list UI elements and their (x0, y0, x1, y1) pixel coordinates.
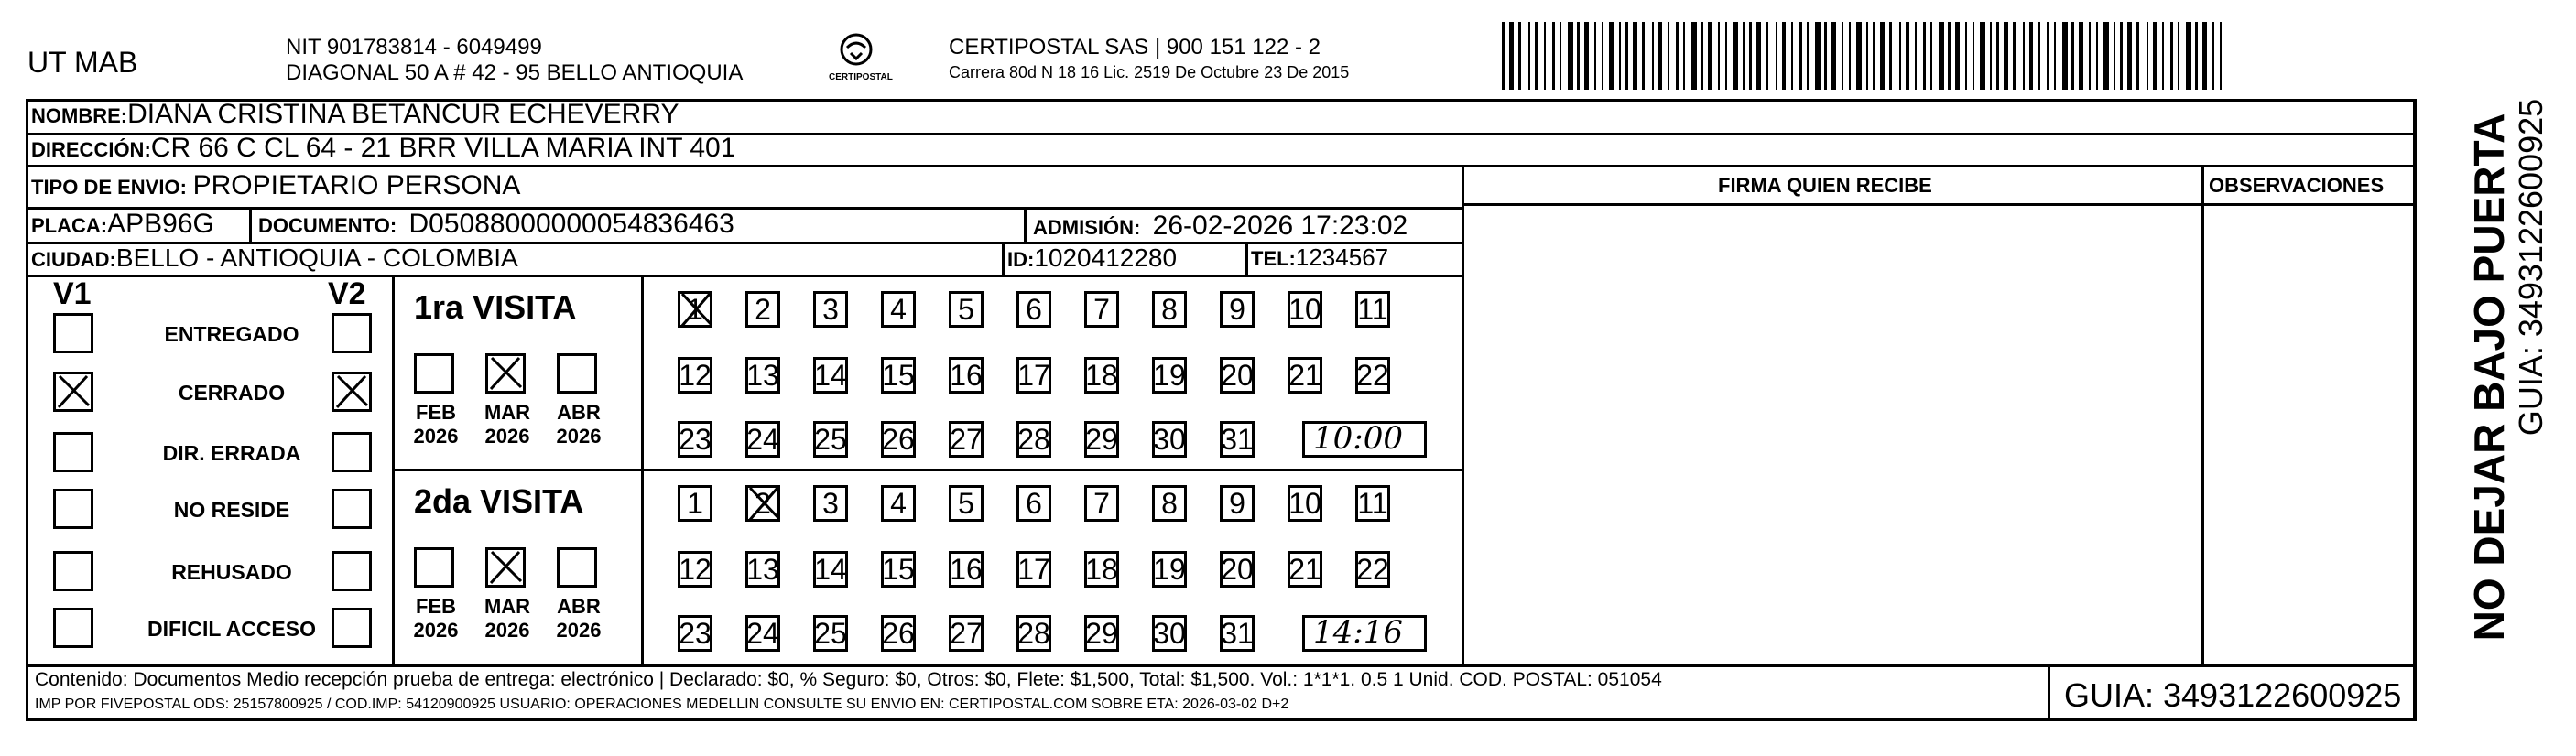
day-number: 1 (687, 292, 703, 326)
status-v2-checkbox[interactable] (332, 551, 372, 591)
day-box[interactable] (745, 421, 780, 458)
day-box[interactable] (1084, 291, 1119, 328)
day-number: 15 (882, 358, 915, 392)
placa-row (31, 211, 214, 238)
status-v1-checkbox[interactable] (53, 551, 93, 591)
day-number: 28 (1017, 616, 1050, 650)
day-box[interactable] (745, 615, 780, 652)
day-number: 19 (1153, 358, 1186, 392)
day-number: 11 (1357, 486, 1388, 520)
day-box[interactable] (1355, 357, 1390, 394)
day-box[interactable] (813, 357, 848, 394)
day-box[interactable] (1355, 551, 1390, 588)
month-label: FEB (416, 401, 456, 424)
v1-header: V1 (53, 276, 92, 311)
status-v1-checkbox[interactable] (53, 313, 93, 353)
day-box[interactable] (1152, 485, 1187, 522)
day-box[interactable] (1288, 291, 1322, 328)
direccion-value: CR 66 C CL 64 - 21 BRR VILLA MARIA INT 401 (150, 133, 736, 163)
status-v2-checkbox[interactable] (332, 313, 372, 353)
month-year: 2026 (484, 425, 530, 448)
day-number: 30 (1153, 616, 1186, 650)
day-number: 14 (814, 358, 847, 392)
day-box[interactable] (745, 485, 780, 522)
day-number: 7 (1093, 486, 1110, 520)
day-box[interactable] (949, 551, 984, 588)
day-number: 31 (1221, 616, 1254, 650)
documento-value: D05088000000054836463 (408, 209, 734, 239)
day-box[interactable] (1016, 551, 1051, 588)
status-v1-checkbox[interactable] (53, 372, 93, 412)
day-number: 28 (1017, 422, 1050, 456)
day-box[interactable] (813, 485, 848, 522)
day-box[interactable] (1220, 421, 1255, 458)
tipo-label: TIPO DE ENVIO: (31, 176, 187, 199)
id-label: ID: (1007, 248, 1035, 271)
direccion-label: DIRECCIÓN: (31, 138, 151, 161)
day-number: 18 (1085, 552, 1118, 586)
id-value: 1020412280 (1034, 243, 1178, 272)
admision-value: 26-02-2026 17:23:02 (1152, 211, 1408, 241)
day-number: 29 (1085, 616, 1118, 650)
day-number: 13 (746, 552, 779, 586)
visit-title: 1ra VISITA (414, 288, 577, 326)
day-number: 5 (958, 486, 974, 520)
direccion-row (31, 135, 735, 162)
day-number: 29 (1085, 422, 1118, 456)
day-number: 12 (679, 552, 712, 586)
tel-row (1251, 245, 1388, 270)
day-box[interactable] (813, 551, 848, 588)
day-box[interactable] (949, 615, 984, 652)
day-number: 12 (679, 358, 712, 392)
documento-label: DOCUMENTO: (258, 214, 397, 237)
day-number: 8 (1161, 292, 1178, 326)
day-number: 3 (822, 292, 839, 326)
day-box[interactable] (745, 357, 780, 394)
day-number: 13 (746, 358, 779, 392)
ciudad-value: BELLO - ANTIOQUIA - COLOMBIA (115, 243, 518, 272)
day-number: 23 (679, 616, 712, 650)
day-box[interactable] (881, 485, 916, 522)
day-box[interactable] (949, 291, 984, 328)
day-box[interactable] (1016, 421, 1051, 458)
ciudad-label: CIUDAD: (31, 248, 116, 271)
day-number: 21 (1288, 552, 1321, 586)
month-label: FEB (416, 595, 456, 618)
day-box[interactable] (1152, 551, 1187, 588)
nombre-value: DIANA CRISTINA BETANCUR ECHEVERRY (127, 99, 679, 129)
status-v2-checkbox[interactable] (332, 489, 372, 529)
day-number: 17 (1017, 552, 1050, 586)
day-number: 6 (1026, 486, 1042, 520)
day-box[interactable] (1084, 485, 1119, 522)
day-box[interactable] (1220, 357, 1255, 394)
day-number: 9 (1229, 486, 1245, 520)
day-number: 23 (679, 422, 712, 456)
tipo-row (31, 172, 520, 200)
placa-label: PLACA: (31, 214, 108, 237)
day-box[interactable] (745, 551, 780, 588)
day-box[interactable] (1288, 485, 1322, 522)
day-number: 24 (746, 422, 779, 456)
day-number: 14 (814, 552, 847, 586)
day-number: 17 (1017, 358, 1050, 392)
status-v2-checkbox[interactable] (332, 372, 372, 412)
day-number: 26 (882, 616, 915, 650)
day-box[interactable] (949, 421, 984, 458)
day-box[interactable] (745, 291, 780, 328)
day-box[interactable] (1084, 357, 1119, 394)
day-box[interactable] (881, 421, 916, 458)
side-warning: NO DEJAR BAJO PUERTA (2465, 113, 2513, 642)
documento-row (258, 211, 734, 238)
day-box[interactable] (1220, 485, 1255, 522)
month-checkbox[interactable] (485, 353, 526, 394)
day-box[interactable] (1084, 421, 1119, 458)
day-box[interactable] (678, 291, 712, 328)
day-number: 2 (755, 486, 771, 520)
day-box[interactable] (1016, 291, 1051, 328)
barcode (1502, 22, 2233, 90)
day-number: 25 (814, 422, 847, 456)
day-box[interactable] (1355, 291, 1390, 328)
status-v2-checkbox[interactable] (332, 432, 372, 472)
day-number: 3 (822, 486, 839, 520)
day-number: 4 (890, 486, 907, 520)
id-row (1007, 245, 1177, 271)
month-label: ABR (557, 595, 601, 618)
day-number: 9 (1229, 292, 1245, 326)
day-number: 11 (1357, 292, 1388, 326)
day-box[interactable] (813, 615, 848, 652)
day-box[interactable] (1152, 615, 1187, 652)
day-number: 19 (1153, 552, 1186, 586)
day-box[interactable] (678, 421, 712, 458)
day-box[interactable] (881, 357, 916, 394)
side-guia: GUIA: 3493122600925 (2512, 98, 2549, 437)
day-number: 21 (1288, 358, 1321, 392)
day-box[interactable] (1016, 615, 1051, 652)
day-number: 6 (1026, 292, 1042, 326)
day-box[interactable] (678, 615, 712, 652)
v2-header: V2 (328, 276, 366, 311)
day-box[interactable] (1152, 421, 1187, 458)
month-year: 2026 (413, 425, 459, 448)
day-box[interactable] (1355, 485, 1390, 522)
day-check-mark (679, 292, 713, 329)
footer-contenido: Contenido: Documentos Medio recepción prueba de entrega: electrónico | Declarado: $0, % Seguro: $0, Otros: $0, Flete: $1,500, Total: $1,500. Vol.: 1*1*1. 0.5 1 Unid. COD. POSTAL: 051054 (35, 669, 1662, 690)
day-box[interactable] (813, 291, 848, 328)
day-number: 22 (1356, 552, 1389, 586)
day-number: 15 (882, 552, 915, 586)
day-number: 7 (1093, 292, 1110, 326)
day-box[interactable] (1220, 551, 1255, 588)
day-box[interactable] (881, 291, 916, 328)
footer-imp: IMP POR FIVEPOSTAL ODS: 25157800925 / COD.IMP: 54120900925 USUARIO: OPERACIONES MEDELLIN CONSULTE SU ENVIO EN: CERTIPOSTAL.COM SOBRE ETA: 2026-03-02 D+2 (35, 697, 1289, 712)
day-box[interactable] (813, 421, 848, 458)
status-label: REHUSADO (171, 560, 292, 584)
tel-label: TEL: (1251, 247, 1296, 270)
status-label: NO RESIDE (173, 498, 290, 522)
day-number: 25 (814, 616, 847, 650)
nombre-row (31, 101, 679, 128)
day-number: 26 (882, 422, 915, 456)
day-box[interactable] (881, 615, 916, 652)
logo-text: CERTIPOSTAL (829, 72, 893, 82)
company-nit: NIT 901783814 - 6049499 (286, 35, 542, 59)
company-address: DIAGONAL 50 A # 42 - 95 BELLO ANTIOQUIA (286, 60, 744, 85)
day-box[interactable] (949, 357, 984, 394)
day-number: 22 (1356, 358, 1389, 392)
status-label: ENTREGADO (164, 322, 299, 346)
day-number: 2 (755, 292, 771, 326)
day-check-mark (746, 486, 781, 523)
day-number: 31 (1221, 422, 1254, 456)
ciudad-row (31, 245, 518, 271)
day-box[interactable] (1016, 485, 1051, 522)
day-number: 20 (1221, 358, 1254, 392)
tipo-value: PROPIETARIO PERSONA (192, 170, 521, 200)
day-box[interactable] (678, 357, 712, 394)
day-box[interactable] (678, 485, 712, 522)
month-checkbox[interactable] (557, 353, 597, 394)
day-box[interactable] (1016, 357, 1051, 394)
month-checkbox[interactable] (557, 547, 597, 588)
tel-value: 1234567 (1295, 243, 1389, 271)
month-label: ABR (557, 401, 601, 424)
day-box[interactable] (1220, 291, 1255, 328)
day-number: 5 (958, 292, 974, 326)
month-checkbox[interactable] (414, 353, 454, 394)
day-number: 16 (950, 358, 983, 392)
visit-title: 2da VISITA (414, 482, 584, 520)
day-number: 20 (1221, 552, 1254, 586)
month-label: MAR (484, 401, 531, 424)
status-label: DIR. ERRADA (162, 441, 301, 465)
day-number: 27 (950, 422, 983, 456)
nombre-label: NOMBRE: (31, 104, 128, 127)
status-v1-checkbox[interactable] (53, 489, 93, 529)
month-year: 2026 (484, 619, 530, 642)
day-number: 1 (687, 486, 703, 520)
placa-value: APB96G (107, 209, 214, 239)
day-number: 27 (950, 616, 983, 650)
certipostal-logo-icon (835, 31, 877, 73)
month-label: MAR (484, 595, 531, 618)
status-v1-checkbox[interactable] (53, 432, 93, 472)
admision-label: ADMISIÓN: (1033, 216, 1141, 239)
day-number: 16 (950, 552, 983, 586)
day-box[interactable] (1152, 357, 1187, 394)
day-box[interactable] (1288, 357, 1322, 394)
month-checkbox[interactable] (485, 547, 526, 588)
day-number: 30 (1153, 422, 1186, 456)
day-box[interactable] (1220, 615, 1255, 652)
observaciones-area[interactable] (2205, 207, 2412, 663)
status-v2-checkbox[interactable] (332, 608, 372, 648)
day-box[interactable] (1084, 615, 1119, 652)
day-number: 8 (1161, 486, 1178, 520)
company-name: UT MAB (27, 46, 138, 79)
day-number: 10 (1288, 292, 1321, 326)
day-box[interactable] (678, 551, 712, 588)
day-box[interactable] (1288, 551, 1322, 588)
firma-area[interactable] (1465, 207, 2198, 663)
month-checkbox[interactable] (414, 547, 454, 588)
courier-license: Carrera 80d N 18 16 Lic. 2519 De Octubre 23 De 2015 (949, 63, 1350, 81)
courier-name: CERTIPOSTAL SAS | 900 151 122 - 2 (949, 35, 1321, 59)
observaciones-header: OBSERVACIONES (2209, 174, 2385, 197)
firma-header: FIRMA QUIEN RECIBE (1718, 174, 1932, 197)
status-label: DIFICIL ACCESO (147, 617, 316, 641)
status-label: CERRADO (178, 381, 286, 405)
day-number: 4 (890, 292, 907, 326)
day-box[interactable] (1152, 291, 1187, 328)
day-number: 18 (1085, 358, 1118, 392)
day-number: 24 (746, 616, 779, 650)
day-number: 10 (1288, 486, 1321, 520)
month-year: 2026 (556, 619, 602, 642)
footer-guia: GUIA: 3493122600925 (2064, 676, 2402, 714)
visit-time: 14:16 (1313, 614, 1403, 651)
admision-row (1033, 212, 1408, 240)
month-year: 2026 (556, 425, 602, 448)
day-box[interactable] (1084, 551, 1119, 588)
status-v1-checkbox[interactable] (53, 608, 93, 648)
month-year: 2026 (413, 619, 459, 642)
day-box[interactable] (949, 485, 984, 522)
day-box[interactable] (881, 551, 916, 588)
visit-time: 10:00 (1313, 420, 1403, 457)
